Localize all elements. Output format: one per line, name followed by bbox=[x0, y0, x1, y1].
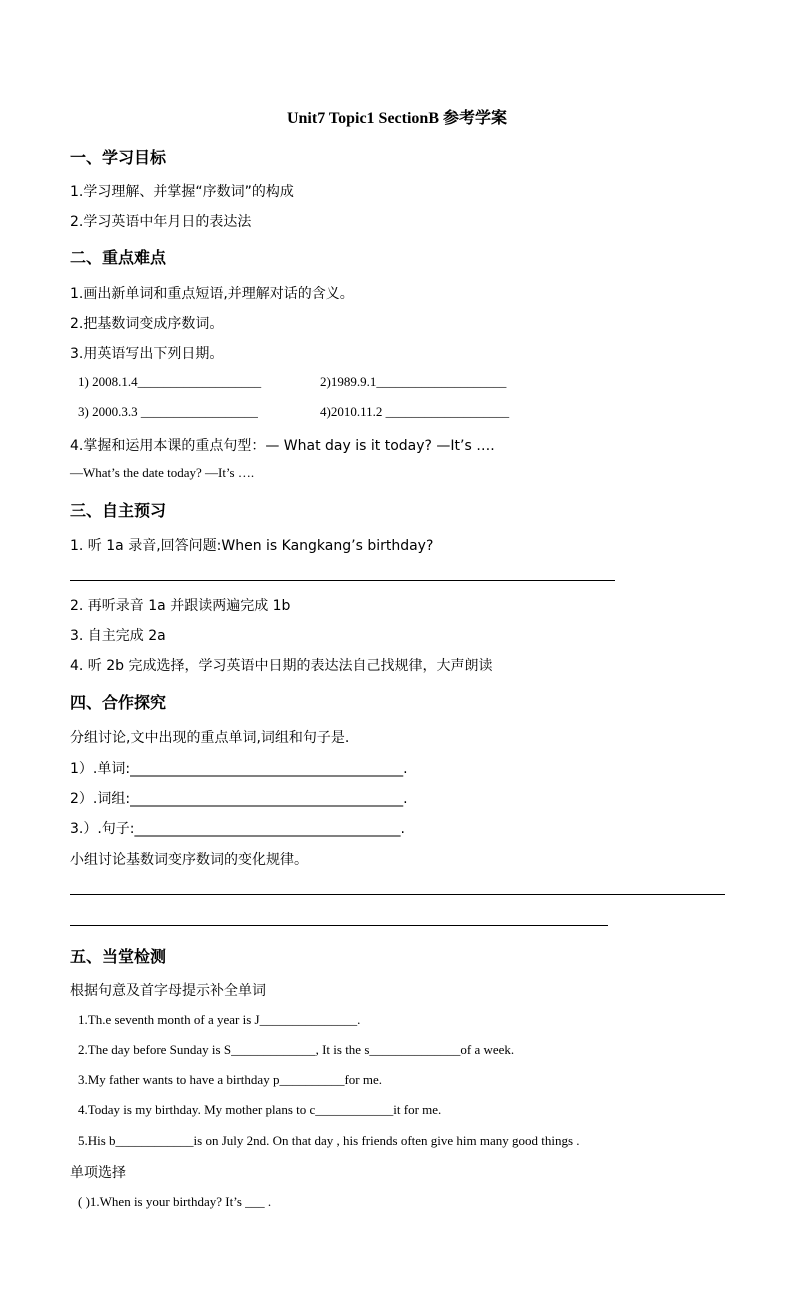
s2-item-3: 3.用英语写出下列日期。 bbox=[70, 346, 224, 362]
s2-item-4: 4.掌握和运用本课的重点句型：— What day is it today? —It’s …. bbox=[70, 438, 495, 454]
page-title: Unit7 Topic1 SectionB 参考学案 bbox=[286, 110, 508, 127]
s3-item-3: 3. 自主完成 2a bbox=[70, 628, 166, 644]
s1-item-2: 2.学习英语中年月日的表达法 bbox=[70, 214, 252, 230]
s4-item-1: 1）.单词:_______________________________________. bbox=[70, 761, 408, 777]
s2-item-2: 2.把基数词变成序数词。 bbox=[70, 316, 224, 332]
section-2-heading: 二、重点难点 bbox=[70, 248, 167, 267]
s1-item-1: 1.学习理解、并掌握“序数词”的构成 bbox=[70, 184, 294, 200]
answer-line bbox=[70, 580, 615, 581]
s5-item-4: 4.Today is my birthday. My mother plans to c____________it for me. bbox=[78, 1102, 442, 1117]
date-4: 4)2010.11.2 ___________________ bbox=[320, 404, 510, 419]
s5-item-3: 3.My father wants to have a birthday p__________for me. bbox=[78, 1072, 382, 1087]
s2-item-1: 1.画出新单词和重点短语,并理解对话的含义。 bbox=[70, 286, 354, 302]
section-4-heading: 四、合作探究 bbox=[70, 693, 167, 712]
date-1: 1) 2008.1.4___________________ bbox=[78, 374, 262, 389]
s5-item-5: 5.His b____________is on July 2nd. On that day , his friends often give him many good things . bbox=[78, 1133, 580, 1148]
s5-choice-1: ( )1.When is your birthday? It’s ___ . bbox=[78, 1194, 272, 1209]
s4-item-2: 2）.词组:_______________________________________. bbox=[70, 791, 408, 807]
s4-item-3: 3.）.句子:______________________________________. bbox=[70, 821, 405, 837]
section-3-heading: 三、自主预习 bbox=[70, 501, 167, 520]
s4-intro: 分组讨论,文中出现的重点单词,词组和句子是. bbox=[70, 730, 350, 746]
section-5-heading: 五、当堂检测 bbox=[70, 947, 167, 966]
s5-item-2: 2.The day before Sunday is S_____________, It is the s______________of a week. bbox=[78, 1042, 515, 1057]
date-3: 3) 2000.3.3 __________________ bbox=[78, 404, 258, 419]
section-1-heading: 一、学习目标 bbox=[70, 148, 167, 167]
answer-line bbox=[70, 894, 725, 895]
s3-item-2: 2. 再听录音 1a 并跟读两遍完成 1b bbox=[70, 598, 291, 614]
s3-item-1: 1. 听 1a 录音,回答问题:When is Kangkang’s birthday? bbox=[70, 538, 434, 554]
s3-item-4: 4. 听 2b 完成选择，学习英语中日期的表达法自己找规律，大声朗读 bbox=[70, 658, 493, 674]
s5-subheading-1: 根据句意及首字母提示补全单词 bbox=[70, 983, 266, 999]
s5-subheading-2: 单项选择 bbox=[70, 1165, 126, 1181]
s4-note: 小组讨论基数词变序数词的变化规律。 bbox=[70, 852, 308, 868]
s2-item-4b: —What’s the date today? —It’s …. bbox=[70, 465, 255, 480]
date-2: 2)1989.9.1____________________ bbox=[320, 374, 507, 389]
s5-item-1: 1.Th.e seventh month of a year is J_______________. bbox=[78, 1012, 361, 1027]
answer-line bbox=[70, 925, 608, 926]
